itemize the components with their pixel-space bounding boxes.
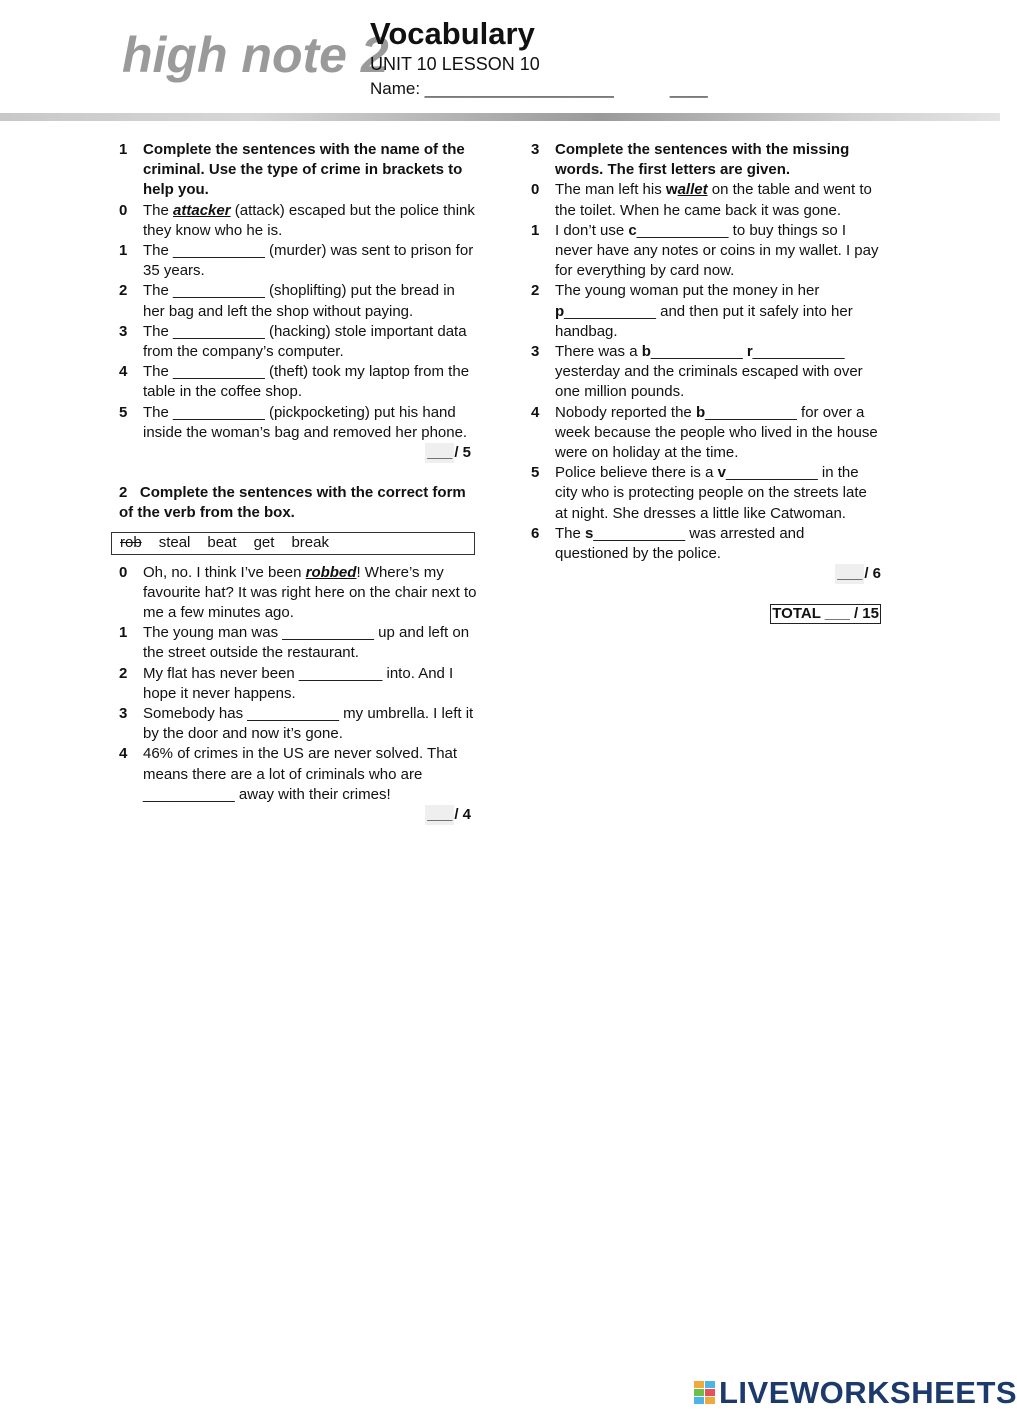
- total-score: [531, 604, 881, 624]
- name-label: Name: ____________________: [370, 79, 614, 98]
- ex1-example-answer: attacker: [173, 201, 231, 219]
- ex3-item[interactable]: [531, 281, 881, 342]
- ex2-item-text[interactable]: 46% of crimes in the US are never solved. That means there are a lot of criminals who are ___________ away with their crimes!: [143, 745, 458, 803]
- ex3-item-blank-text[interactable]: ___________ was arrested and questioned by the police.: [555, 524, 805, 563]
- ex2-item-number: 3: [119, 705, 128, 723]
- ex1-item[interactable]: [119, 322, 479, 362]
- ex3-item[interactable]: [531, 463, 881, 524]
- ex1-item-number: 3: [119, 322, 128, 340]
- ex3-item[interactable]: [531, 524, 881, 564]
- ex3-example-answer: allet: [677, 181, 708, 199]
- ex1-item[interactable]: [119, 403, 479, 443]
- ex1-instruction: [119, 140, 479, 201]
- ex2-item-text[interactable]: My flat has never been __________ into. And I hope it never happens.: [143, 664, 454, 702]
- ex3-item-pre: Nobody reported the: [555, 403, 696, 421]
- ex3-first-letter: b: [695, 403, 706, 421]
- ex2-item[interactable]: [119, 744, 479, 805]
- ex1-score-blank[interactable]: ___: [425, 443, 454, 463]
- ex3-item[interactable]: [531, 403, 881, 464]
- ex3-item-number: 4: [531, 403, 540, 421]
- cubes-icon: [694, 1381, 716, 1405]
- ex3-score: [531, 564, 881, 584]
- ex3-item-pre: The: [555, 524, 586, 542]
- ex1-item-text[interactable]: The ___________ (hacking) stole important data from the company’s computer.: [143, 322, 467, 361]
- ex2-item-text[interactable]: The young man was ___________ up and left on the street outside the restaurant.: [143, 624, 470, 662]
- header-divider: [0, 113, 1000, 121]
- ex1-item-text[interactable]: The ___________ (shoplifting) put the bread in her bag and left the shop without paying.: [143, 282, 455, 320]
- ex1-item[interactable]: [119, 241, 479, 281]
- ex3-item-number: 5: [531, 464, 540, 482]
- ex3-first-letter: b: [641, 343, 651, 361]
- ex2-item-number: 4: [119, 745, 128, 763]
- ex3-score-blank[interactable]: ___: [835, 564, 864, 584]
- ex3-item-number: 3: [531, 343, 540, 361]
- ex1-item-number: 4: [119, 363, 128, 381]
- ex1-instruction-text: Complete the sentences with the name of the criminal. Use the type of crime in brackets to help you.: [143, 141, 465, 199]
- ex3-item-number: 6: [531, 524, 540, 542]
- ex2-instruction-text: Complete the sentences with the correct form of the verb from the box.: [119, 484, 466, 522]
- ex3-number: 3: [531, 141, 540, 158]
- ex3-item-blank-text-2[interactable]: ___________ yesterday and the criminals escaped with over one million pounds.: [555, 343, 863, 401]
- ex3-first-letter: p: [555, 302, 565, 320]
- ex3-item-pre: There was a: [555, 343, 642, 361]
- ex2-example: [119, 563, 479, 624]
- word-box-item: beat: [207, 534, 237, 552]
- ex3-item[interactable]: [531, 221, 881, 282]
- ex2-score-blank[interactable]: ___: [425, 805, 454, 825]
- ex3-item-number: 2: [531, 282, 540, 300]
- ex1-item-number: 5: [119, 403, 128, 421]
- ex1-item[interactable]: [119, 362, 479, 402]
- name-field[interactable]: [370, 79, 708, 99]
- unit-lesson-label: UNIT 10 LESSON 10: [370, 54, 540, 74]
- total-score-label[interactable]: TOTAL ___ / 15: [772, 605, 879, 623]
- liveworksheets-brand: LIVEWORKSHEETS: [719, 1375, 1017, 1410]
- ex1-score: [119, 443, 479, 463]
- word-box-item: break: [291, 534, 329, 552]
- ex3-example-pre: The man left his: [555, 181, 666, 199]
- left-column: [119, 140, 479, 825]
- ex1-item-text[interactable]: The ___________ (pickpocketing) put his hand inside the woman’s bag and removed her phone.: [143, 403, 468, 441]
- ex2-example-post: ! Where’s my favourite hat? It was right here on the chair next to me a few minutes ago.: [143, 563, 477, 622]
- ex1-example: [119, 201, 479, 241]
- ex3-item-blank-text[interactable]: ___________ for over a week because the people who lived in the house were on holiday at the time.: [555, 403, 878, 462]
- logo-text: high note 2: [122, 27, 389, 83]
- ex1-score-total: / 5: [454, 444, 471, 462]
- ex2-item-number: 2: [119, 664, 128, 682]
- ex1-example-pre: The: [143, 201, 174, 219]
- ex3-first-letter: v: [717, 464, 726, 482]
- ex3-item-pre: Police believe there is a: [555, 464, 718, 482]
- ex3-first-letter: s: [585, 524, 594, 542]
- ex3-instruction: [531, 140, 881, 180]
- ex3-second-letter: r: [746, 343, 753, 361]
- page-title: Vocabulary: [370, 16, 535, 51]
- ex3-item-pre: The young woman put the money in her: [555, 282, 820, 300]
- ex3-item-blank-text[interactable]: ___________: [650, 343, 747, 361]
- ex3-example-post: on the table and went to the toilet. When he came back it was gone.: [555, 181, 872, 219]
- ex2-instruction: [119, 483, 479, 523]
- ex2-item[interactable]: [119, 704, 479, 744]
- ex1-number: 1: [119, 141, 128, 158]
- ex1-example-post: (attack) escaped but the police think they know who he is.: [143, 201, 475, 239]
- right-column: [531, 140, 881, 625]
- ex1-item[interactable]: [119, 281, 479, 321]
- ex3-first-letter: c: [628, 221, 637, 239]
- ex1-item-text[interactable]: The ___________ (theft) took my laptop from the table in the coffee shop.: [143, 363, 470, 401]
- ex3-example-number: 0: [531, 181, 540, 199]
- ex2-example-pre: Oh, no. I think I’ve been: [143, 563, 306, 581]
- ex3-item[interactable]: [531, 342, 881, 403]
- ex2-item-number: 1: [119, 624, 128, 642]
- ex3-item-blank-text[interactable]: ___________ in the city who is protecting people on the streets late at night. She dresses a little like Catwoman.: [555, 464, 867, 522]
- ex3-example-first-letter: w: [665, 181, 678, 199]
- ex1-item-text[interactable]: The ___________ (murder) was sent to prison for 35 years.: [143, 242, 474, 280]
- ex1-item-number: 1: [119, 242, 128, 260]
- ex1-example-number: 0: [119, 201, 128, 219]
- ex3-item-pre: I don’t use: [555, 221, 629, 239]
- ex3-item-blank-text[interactable]: ___________ to buy things so I never have any notes or coins in my wallet. I pay for everything by card now.: [555, 221, 879, 280]
- word-box-item: get: [253, 534, 275, 552]
- liveworksheets-footer: [694, 1375, 1017, 1411]
- ex2-score: [119, 805, 479, 825]
- ex3-example: [531, 180, 881, 220]
- logo-graphic: [120, 20, 389, 110]
- word-box-item: rob: [120, 534, 142, 552]
- ex2-item[interactable]: [119, 623, 479, 663]
- high-note-logo: [120, 20, 389, 110]
- ex2-word-box: [111, 532, 475, 555]
- ex2-score-total: / 4: [454, 806, 471, 824]
- ex2-item[interactable]: [119, 664, 479, 704]
- ex3-item-number: 1: [531, 221, 540, 239]
- ex3-item-blank-text[interactable]: ___________ and then put it safely into her handbag.: [555, 302, 853, 340]
- ex3-instruction-text: Complete the sentences with the missing words. The first letters are given.: [555, 141, 850, 179]
- ex3-score-total: / 6: [864, 565, 881, 583]
- ex2-number: 2: [119, 484, 128, 502]
- ex2-example-answer: robbed: [305, 563, 357, 581]
- ex2-example-number: 0: [119, 563, 128, 581]
- name-blank-2[interactable]: ____: [669, 79, 708, 98]
- word-box-item: steal: [158, 534, 191, 552]
- ex2-item-text[interactable]: Somebody has ___________ my umbrella. I left it by the door and now it’s gone.: [143, 705, 474, 743]
- ex1-item-number: 2: [119, 282, 128, 300]
